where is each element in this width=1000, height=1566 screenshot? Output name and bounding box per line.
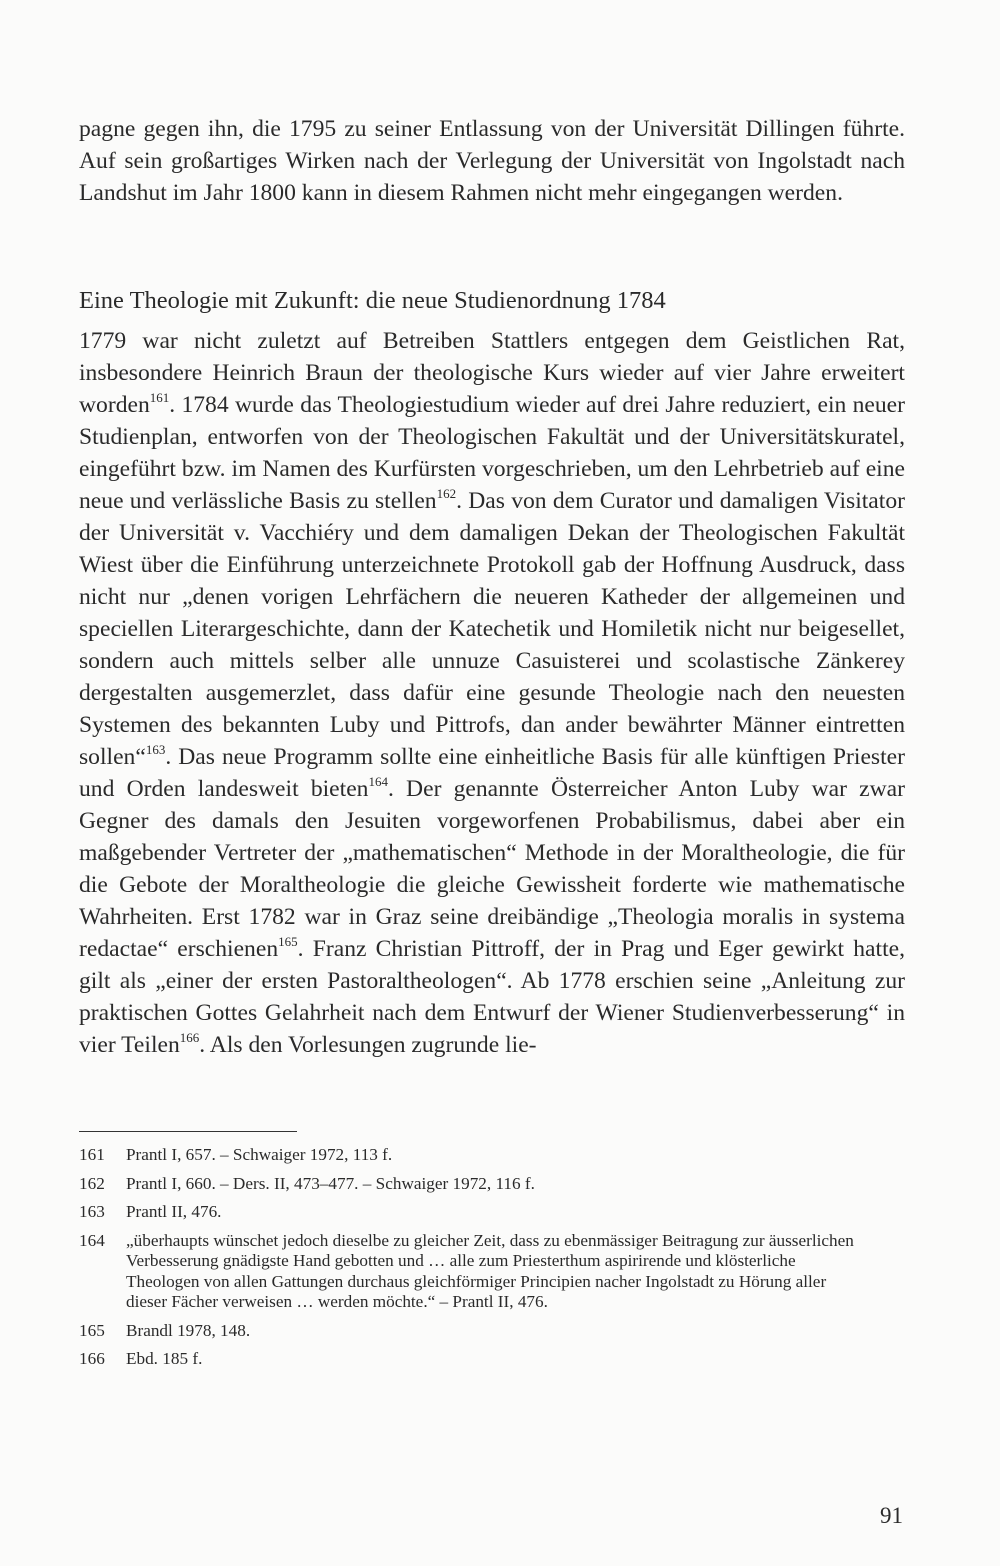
footnote-text: Prantl I, 660. – Ders. II, 473–477. – Schwaiger 1972, 116 f. (126, 1173, 535, 1193)
footnote-ref-165[interactable]: 165 (278, 934, 298, 949)
footnote-text: Ebd. 185 f. (126, 1349, 203, 1368)
section-heading: Eine Theologie mit Zukunft: die neue Studienordnung 1784 (79, 287, 666, 314)
footnote-number: 165 (79, 1320, 105, 1340)
footnote-divider (79, 1131, 297, 1132)
footnote-text: Brandl 1978, 148. (126, 1320, 251, 1340)
footnote-ref-163[interactable]: 163 (145, 742, 166, 757)
footnote-number: 166 (79, 1349, 105, 1368)
footnote-163 (79, 1202, 905, 1223)
footnote-ref-162[interactable]: 162 (436, 486, 457, 501)
footnote-text: Prantl II, 476. (126, 1202, 222, 1221)
footnote-162 (79, 1174, 905, 1195)
footnote-164 (79, 1231, 905, 1313)
footnote-number: 163 (79, 1202, 105, 1221)
body-text-block (79, 325, 905, 1061)
footnote-text: Prantl I, 657. – Schwaiger 1972, 113 f. (126, 1145, 393, 1164)
footnote-number: 161 (79, 1145, 105, 1164)
intro-paragraph-block (79, 113, 905, 209)
footnote-ref-164[interactable]: 164 (368, 774, 388, 789)
body-sentence-4: . Das neue Programm sollte eine einheitliche Basis für alle künftigen Priester und Orden landesweit bieten (79, 744, 905, 802)
footnote-ref-166[interactable]: 166 (179, 1030, 200, 1045)
page-number: 91 (880, 1503, 903, 1528)
footnote-text: „überhaupts wünschet jedoch dieselbe zu gleicher Zeit, dass zu ebenmässiger Beitragung zur äusserlichen Verbesserung gnädigste Hand gebotten und … alle zum Priesterthum aspirirende und klösterliche Theologen von allen Gattungen durchaus gleichförmiger Principien nacher Ingolstadt zu Hörung aller dieser Fächer verweisen … werden möchte.“ – Prantl II, 476. (126, 1230, 854, 1311)
body-sentence-1: 1779 war nicht zuletzt auf Betreiben Stattlers entgegen dem Geistlichen Rat, insbesondere Heinrich Braun der theologische Kurs wieder auf vier Jahre erweitert worden (79, 328, 905, 418)
footnote-166 (79, 1349, 905, 1370)
footnote-165 (79, 1321, 905, 1342)
body-sentence-3: . Das von dem Curator und damaligen Visitator der Universität v. Vacchiéry und dem damaligen Dekan der Theologischen Fakultät Wiest über die Einführung unterzeichnete Protokoll gab der Hoffnung Ausdruck, dass nicht nur „denen vorigen Lehrfächern die neueren Katheder der allgemeinen und speciellen Literargeschichte, dann der Katechetik und Homiletik nicht nur beigesellet, sondern auch mittels selber alle unnuze Casuisterei und scolastische Zänkerey dergestalten ausgemerzlet, dass dafür eine gesunde Theologie nach den neuesten Systemen des bekannten Luby und Pittrofs, dan ander bewährter Männer eintretten sollen“ (79, 488, 905, 770)
intro-paragraph: pagne gegen ihn, die 1795 zu seiner Entlassung von der Universität Dillingen führte. Auf sein großartiges Wirken nach der Verlegung der Universität von Ingolstadt nach Landshut im Jahr 1800 kann in diesem Rahmen nicht mehr eingegangen werden. (79, 116, 905, 206)
footnote-number: 162 (79, 1173, 105, 1193)
footnote-161 (79, 1145, 905, 1166)
body-sentence-7: . Als den Vorlesungen zugrunde lie- (199, 1032, 537, 1058)
body-sentence-2: . 1784 wurde das Theologiestudium wieder auf drei Jahre reduziert, ein neuer Studienplan, entworfen von der Theologischen Fakultät und der Universitätskuratel, eingeführt bzw. im Namen des Kurfürsten vorgeschrieben, um den Lehrbetrieb auf eine neue und verlässliche Basis zu stellen (79, 392, 905, 514)
footnote-number: 164 (79, 1230, 105, 1250)
footnote-ref-161[interactable]: 161 (149, 390, 170, 405)
footnotes-section (79, 1145, 905, 1378)
body-sentence-5: . Der genannte Österreicher Anton Luby war zwar Gegner des damals den Jesuiten vorgeworfenen Probabilismus, dabei aber ein maßgebender Vertreter der „mathematischen“ Methode in der Moraltheologie, die für die Gebote der Moraltheologie die gleiche Gewissheit forderte wie mathematische Wahrheiten. Erst 1782 war in Graz seine dreibändige „Theologia moralis in systema redactae“ erschienen (79, 776, 905, 962)
body-paragraph (79, 325, 905, 1061)
body-sentence-6: . Franz Christian Pittroff, der in Prag und Eger gewirkt hatte, gilt als „einer der ersten Pastoraltheologen“. Ab 1778 erschien seine „Anleitung zur praktischen Gottes Gelahrheit nach dem Entwurf der Wiener Studienverbesserung“ in vier Teilen (79, 936, 906, 1058)
